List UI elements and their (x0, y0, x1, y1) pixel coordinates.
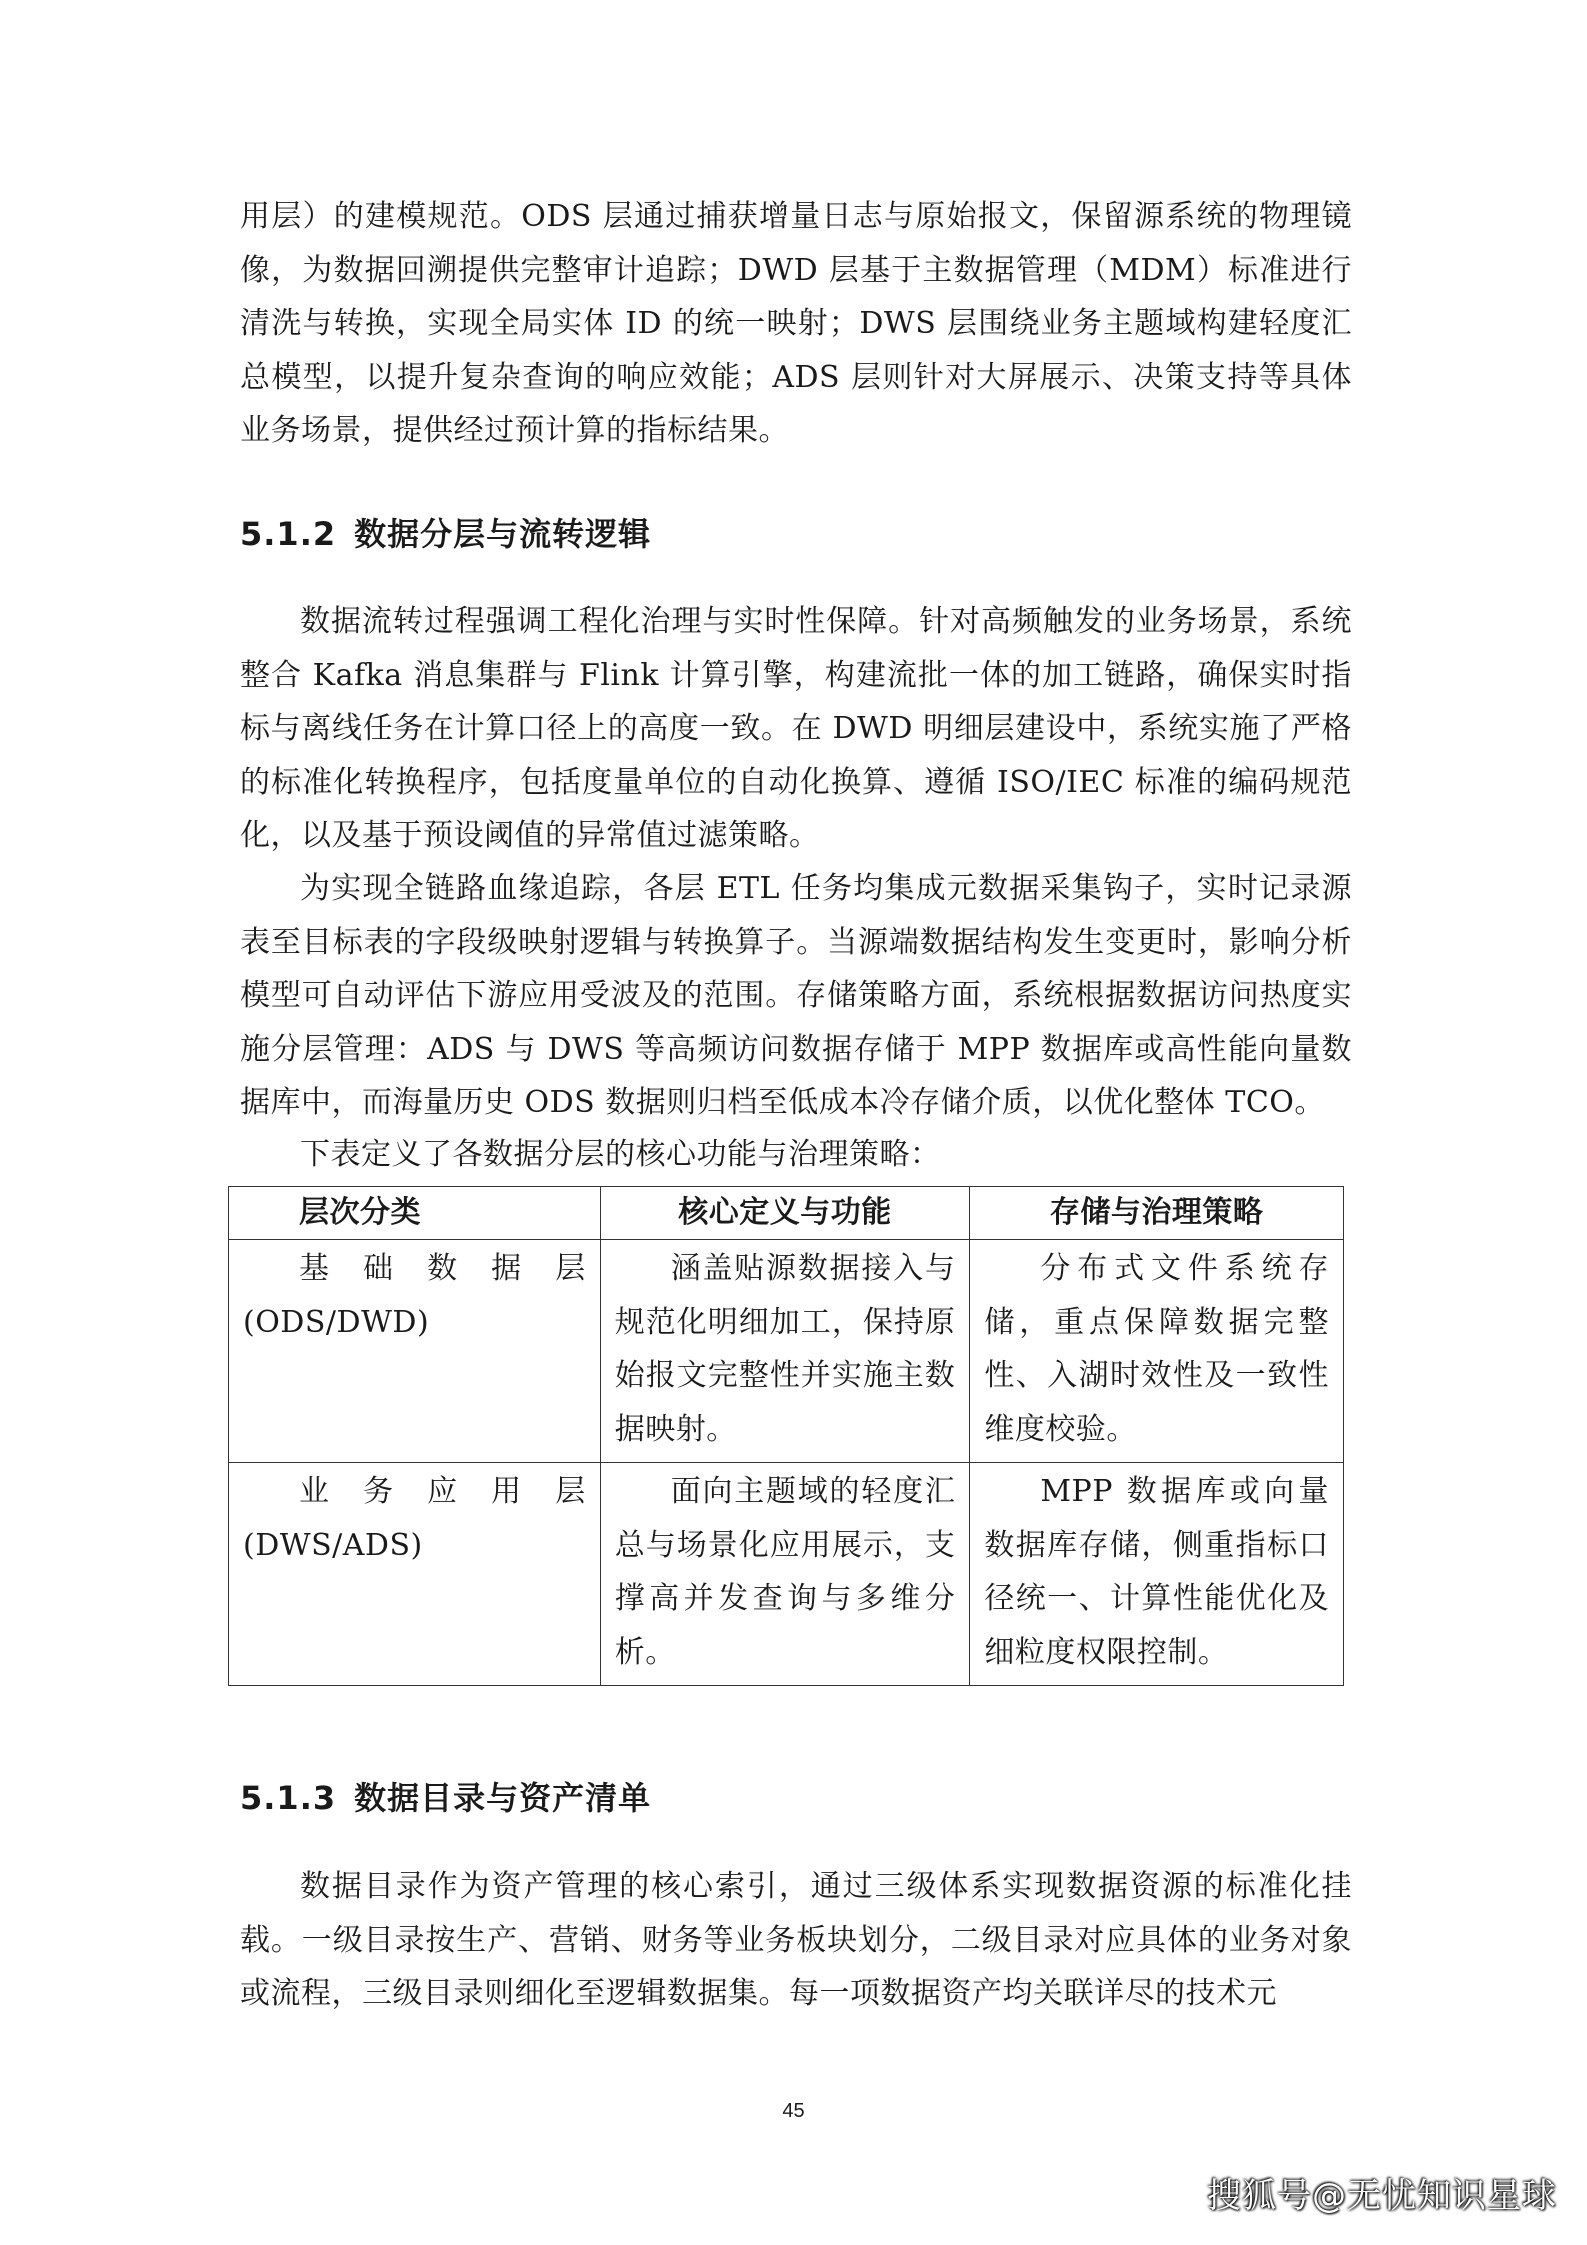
intro-paragraph: 用层）的建模规范。ODS 层通过捕获增量日志与原始报文，保留源系统的物理镜像，为数据回溯提供完整审计追踪；DWD 层基于主数据管理（MDM）标准进行清洗与转换，实现全局实体 ID 的统一映射；DWS 层围绕业务主题域构建轻度汇总模型，以提升复杂查询的响应效能；ADS 层则针对大屏展示、决策支持等具体业务场景，提供经过预计算的指标结果。 (240, 199, 1352, 448)
table-cell-function: 面向主题域的轻度汇总与场景化应用展示，支撑高并发查询与多维分析。 (600, 1463, 970, 1686)
table-row (229, 1240, 1344, 1463)
table-header-cell: 层次分类 (229, 1187, 601, 1240)
page-number: 45 (782, 2100, 805, 2122)
watermark: 搜狐号@无忧知识星球 (1207, 2176, 1557, 2216)
body-paragraph-1: 数据流转过程强调工程化治理与实时性保障。针对高频触发的业务场景，系统整合 Kafka 消息集群与 Flink 计算引擎，构建流批一体的加工链路，确保实时指标与离线任务在计算口径上的高度一致。在 DWD 明细层建设中，系统实施了严格的标准化转换程序，包括度量单位的自动化换算、遵循 ISO/IEC 标准的编码规范化，以及基于预设阈值的异常值过滤策略。 (240, 604, 1352, 853)
table-cell-function: 涵盖贴源数据接入与规范化明细加工，保持原始报文完整性并实施主数据映射。 (600, 1240, 970, 1463)
data-layer-table (228, 1186, 1344, 1686)
body-paragraph-2: 为实现全链路血缘追踪，各层 ETL 任务均集成元数据采集钩子，实时记录源表至目标表的字段级映射逻辑与转换算子。当源端数据结构发生变更时，影响分析模型可自动评估下游应用受波及的范围。存储策略方面，系统根据数据访问热度实施分层管理：ADS 与 DWS 等高频访问数据存储于 MPP 数据库或高性能向量数据库中，而海量历史 ODS 数据则归档至低成本冷存储介质，以优化整体 TCO。 (240, 871, 1352, 1120)
section-number: 5.1.2 (240, 515, 337, 553)
table-cell-policy: MPP 数据库或向量数据库存储，侧重指标口径统一、计算性能优化及细粒度权限控制。 (970, 1463, 1344, 1686)
section-heading-5-1-3 (240, 1778, 651, 1818)
section-title: 数据目录与资产清单 (354, 1779, 652, 1817)
section-heading-5-1-2 (240, 514, 651, 554)
table-header-cell: 存储与治理策略 (970, 1187, 1344, 1240)
body-paragraph-3: 数据目录作为资产管理的核心索引，通过三级体系实现数据资源的标准化挂载。一级目录按生产、营销、财务等业务板块划分，二级目录对应具体的业务对象或流程，三级目录则细化至逻辑数据集。每一项数据资产均关联详尽的技术元 (240, 1869, 1352, 2011)
section-title: 数据分层与流转逻辑 (354, 515, 652, 553)
table-intro: 下表定义了各数据分层的核心功能与治理策略： (300, 1137, 941, 1172)
table-cell-layer: 业务应用层(DWS/ADS) (229, 1463, 601, 1686)
table-header-row (229, 1187, 1344, 1240)
table-row (229, 1463, 1344, 1686)
table-cell-layer: 基础数据层(ODS/DWD) (229, 1240, 601, 1463)
section-number: 5.1.3 (240, 1779, 337, 1817)
table-cell-policy: 分布式文件系统存储，重点保障数据完整性、入湖时效性及一致性维度校验。 (970, 1240, 1344, 1463)
table-header-cell: 核心定义与功能 (600, 1187, 970, 1240)
